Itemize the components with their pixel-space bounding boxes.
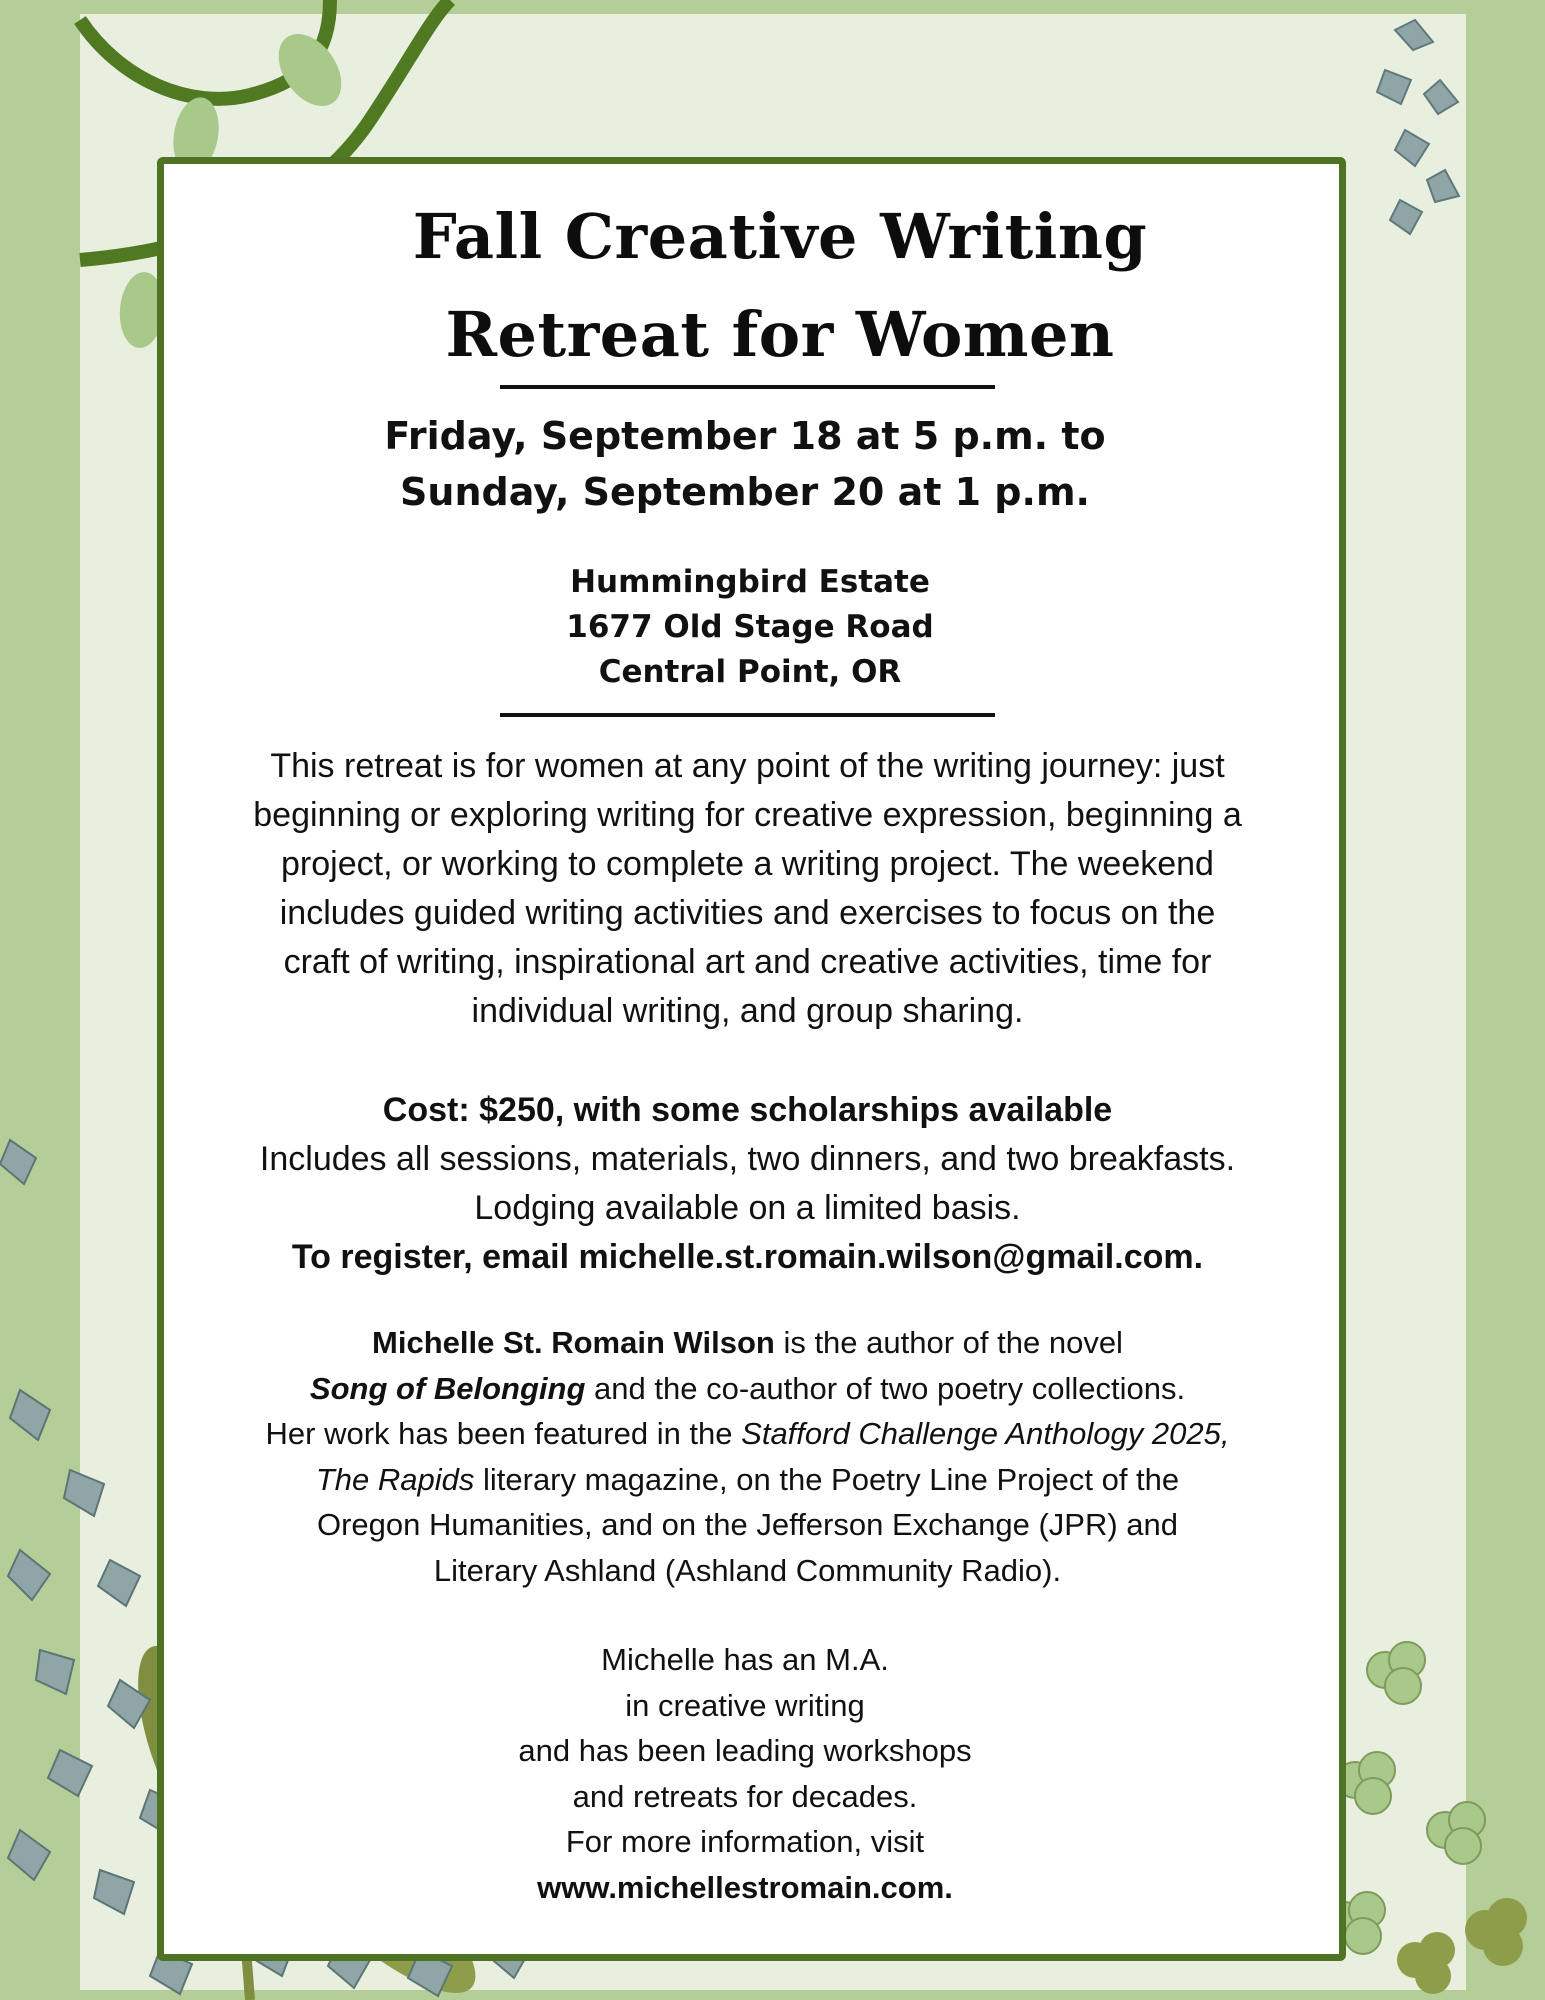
description-line: beginning or exploring writing for creative expression, beginning a xyxy=(253,796,1242,834)
cost-headline: Cost: $250, with some scholarships available xyxy=(382,1091,1113,1129)
description-line: project, or working to complete a writing project. The weekend xyxy=(281,845,1214,883)
more-info xyxy=(440,1637,1050,1910)
cost-section xyxy=(165,1086,1330,1282)
lodging-note: Lodging available on a limited basis. xyxy=(474,1189,1021,1227)
bio-text: Oregon Humanities, and on the Jefferson Exchange (JPR) and xyxy=(316,1507,1179,1542)
venue-address xyxy=(450,560,1050,695)
author-bio xyxy=(165,1320,1330,1593)
website-link[interactable]: www.michellestromain.com. xyxy=(537,1869,953,1905)
description-line: includes guided writing activities and exercises to focus on the xyxy=(279,894,1216,932)
more-info-line: in creative writing xyxy=(625,1687,865,1723)
more-info-line: Michelle has an M.A. xyxy=(601,1642,889,1677)
title-line-2: Retreat for Women xyxy=(445,298,1115,371)
magazine-title: The Rapids xyxy=(315,1461,475,1497)
description-line: This retreat is for women at any point of the writing journey: just xyxy=(270,747,1225,785)
bio-text: is the author of the novel xyxy=(774,1325,1123,1360)
author-name: Michelle St. Romain Wilson xyxy=(372,1325,775,1360)
date-end: Sunday, September 20 at 1 p.m. xyxy=(400,470,1090,514)
venue-city: Central Point, OR xyxy=(598,654,902,690)
bio-text: literary magazine, on the Poetry Line Project of the xyxy=(474,1461,1180,1497)
bio-text: and the co-author of two poetry collections. xyxy=(585,1370,1186,1406)
divider-bottom xyxy=(500,713,995,717)
novel-title: Song of Belonging xyxy=(309,1370,586,1406)
leaves-decoration-top-right xyxy=(1345,10,1475,270)
cost-includes: Includes all sessions, materials, two dinners, and two breakfasts. xyxy=(259,1140,1236,1178)
anthology-title: Stafford Challenge Anthology 2025, xyxy=(741,1416,1230,1451)
bio-text: Literary Ashland (Ashland Community Radio). xyxy=(433,1552,1062,1588)
more-info-line: and has been leading workshops xyxy=(518,1733,972,1768)
venue-name: Hummingbird Estate xyxy=(570,564,930,600)
bio-text: Her work has been featured in the xyxy=(265,1416,742,1451)
retreat-description xyxy=(165,742,1330,1036)
retreat-title xyxy=(380,188,1180,384)
venue-street: 1677 Old Stage Road xyxy=(566,609,934,645)
register-email-link[interactable]: To register, email michelle.st.romain.wilson@gmail.com. xyxy=(291,1238,1204,1276)
description-line: craft of writing, inspirational art and creative activities, time for xyxy=(283,943,1212,981)
title-line-1: Fall Creative Writing xyxy=(412,200,1148,273)
more-info-line: and retreats for decades. xyxy=(572,1778,918,1814)
date-start: Friday, September 18 at 5 p.m. to xyxy=(384,414,1106,458)
event-dates xyxy=(330,408,1160,520)
description-line: individual writing, and group sharing. xyxy=(471,992,1024,1030)
divider-top xyxy=(500,385,995,389)
more-info-line: For more information, visit xyxy=(565,1824,925,1859)
